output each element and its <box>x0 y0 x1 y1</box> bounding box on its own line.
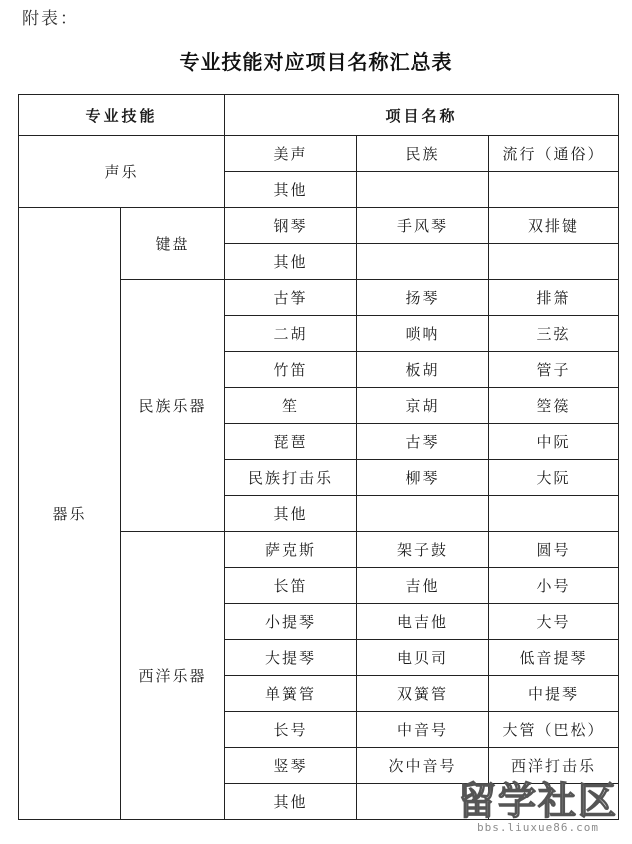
table-cell: 双排键 <box>489 208 619 244</box>
table-cell: 京胡 <box>357 388 489 424</box>
table-cell: 竹笛 <box>225 352 357 388</box>
table-cell: 竖琴 <box>225 748 357 784</box>
subcategory-western: 西洋乐器 <box>121 532 225 820</box>
table-cell <box>357 784 489 820</box>
watermark-url: bbs.liuxue86.com <box>477 821 599 834</box>
table-cell: 其他 <box>225 784 357 820</box>
table-cell: 小提琴 <box>225 604 357 640</box>
table-cell: 大号 <box>489 604 619 640</box>
table-cell: 大管（巴松） <box>489 712 619 748</box>
table-cell: 吉他 <box>357 568 489 604</box>
table-row <box>19 208 619 244</box>
page-title: 专业技能对应项目名称汇总表 <box>179 50 453 74</box>
table-cell: 圆号 <box>489 532 619 568</box>
header-skill: 专业技能 <box>19 95 225 136</box>
appendix-label: 附表： <box>22 9 79 29</box>
table-cell: 西洋打击乐 <box>489 748 619 784</box>
table-cell: 民族 <box>357 136 489 172</box>
header-project: 项目名称 <box>225 95 619 136</box>
table-cell: 中音号 <box>357 712 489 748</box>
table-cell: 板胡 <box>357 352 489 388</box>
table-cell: 低音提琴 <box>489 640 619 676</box>
table-cell: 其他 <box>225 496 357 532</box>
table-cell: 其他 <box>225 172 357 208</box>
table-cell: 琵琶 <box>225 424 357 460</box>
table-cell: 萨克斯 <box>225 532 357 568</box>
table-cell <box>357 496 489 532</box>
table-cell: 中阮 <box>489 424 619 460</box>
skills-summary-table <box>18 94 619 823</box>
table-cell: 长号 <box>225 712 357 748</box>
table-cell: 柳琴 <box>357 460 489 496</box>
table-cell: 电贝司 <box>357 640 489 676</box>
table-cell: 架子鼓 <box>357 532 489 568</box>
table-cell: 唢呐 <box>357 316 489 352</box>
table-cell: 大阮 <box>489 460 619 496</box>
table-cell: 民族打击乐 <box>225 460 357 496</box>
table-cell: 中提琴 <box>489 676 619 712</box>
table-cell: 扬琴 <box>357 280 489 316</box>
table-cell <box>489 496 619 532</box>
table-cell: 双簧管 <box>357 676 489 712</box>
table-cell: 箜篌 <box>489 388 619 424</box>
table-cell: 单簧管 <box>225 676 357 712</box>
watermark-logo-text: 留学社区 <box>457 779 618 823</box>
table-cell: 钢琴 <box>225 208 357 244</box>
table-cell: 次中音号 <box>357 748 489 784</box>
table-cell: 笙 <box>225 388 357 424</box>
table-cell: 美声 <box>225 136 357 172</box>
table-cell: 手风琴 <box>357 208 489 244</box>
table-header-row <box>19 95 619 136</box>
category-vocal: 声乐 <box>19 136 225 208</box>
table-cell: 长笛 <box>225 568 357 604</box>
table-cell: 大提琴 <box>225 640 357 676</box>
table-cell: 古筝 <box>225 280 357 316</box>
table-cell <box>489 172 619 208</box>
category-instrument: 器乐 <box>19 208 121 820</box>
table-cell: 三弦 <box>489 316 619 352</box>
table-cell: 管子 <box>489 352 619 388</box>
table-cell <box>489 244 619 280</box>
table-cell <box>357 244 489 280</box>
subcategory-folk: 民族乐器 <box>121 280 225 532</box>
table-cell <box>489 784 619 820</box>
table-cell <box>357 172 489 208</box>
table-row <box>19 136 619 172</box>
table-cell: 小号 <box>489 568 619 604</box>
table-cell: 流行（通俗） <box>489 136 619 172</box>
subcategory-keyboard: 键盘 <box>121 208 225 280</box>
table-cell: 二胡 <box>225 316 357 352</box>
table-cell: 电吉他 <box>357 604 489 640</box>
table-cell: 古琴 <box>357 424 489 460</box>
table-cell: 排箫 <box>489 280 619 316</box>
table-cell: 其他 <box>225 244 357 280</box>
